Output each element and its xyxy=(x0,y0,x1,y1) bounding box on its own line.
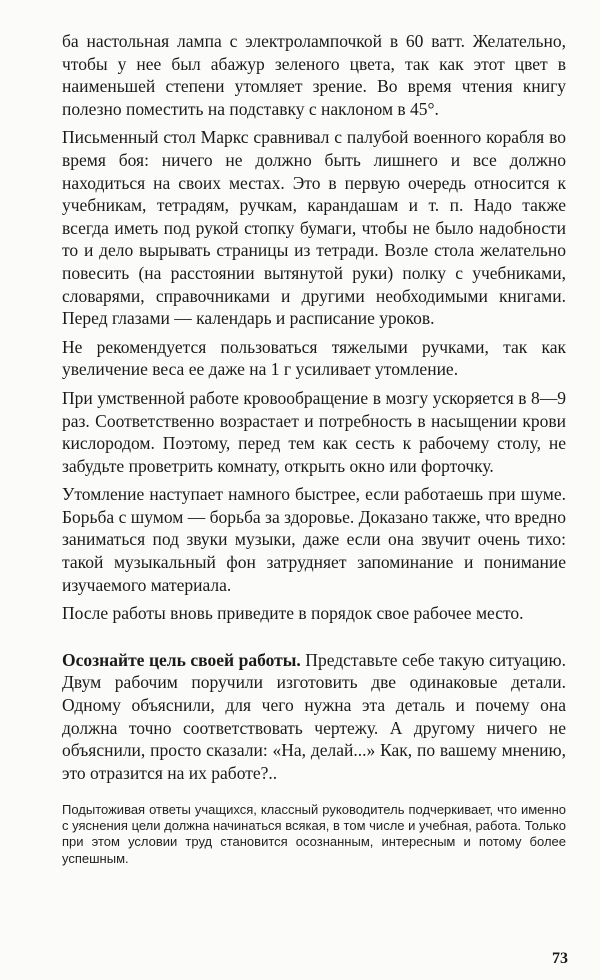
paragraph-pens: Не рекомендуется пользоваться тяжелыми ручками, так как увеличение веса ее даже на 1 г усиливает утомление. xyxy=(62,336,566,380)
section-heading: Осознайте цель своей работы. xyxy=(62,649,301,670)
section-purpose xyxy=(62,649,566,785)
paragraph-lamp: ба настольная лампа с электролампочкой в 60 ватт. Желательно, чтобы у нее был абажур зеленого цвета, так как этот цвет в наименьшей степени утомляет зрение. Во время чтения книгу полезно поместить на подставку с наклоном в 45°. xyxy=(62,31,566,119)
paragraph-circulation: При умственной работе кровообращение в мозгу ускоряется в 8—9 раз. Соответственно возрастает и потребность в насыщении крови кислородом. Поэтому, перед тем как сесть к рабочему столу, не забудьте проветрить комнату, открыть окно или форточку. xyxy=(62,387,566,476)
paragraph-tidy: После работы вновь приведите в порядок свое рабочее место. xyxy=(62,603,524,624)
paragraph-desk: Письменный стол Маркс сравнивал с палубой военного корабля во время боя: ничего не должно быть лишнего и все должно находиться на своих местах. Это в первую очередь относится к учебникам, тетрадям, ручкам, карандашам и т. п. Надо также всегда иметь под рукой стопку бумаги, чтобы не было надобности то и дело вырывать страницы из тетради. Возле стола желательно повесить (на расстоянии вытянутой руки) полку с учебниками, словарями, справочниками и другими необходимыми книгами. Перед глазами — календарь и расписание уроков. xyxy=(62,127,566,329)
footnote: Подытоживая ответы учащихся, классный руководитель подчеркивает, что именно с уяснения цели должна начинаться всякая, в том числе и учебная, работа. Только при этом условии труд становится осознанным, интересным и потому более успешным. xyxy=(62,801,566,866)
section-body: Представьте себе такую ситуацию. Двум рабочим поручили изготовить две одинаковые детали. Одному объяснили, для чего нужна эта деталь и почему она должна точно соответствовать чертежу. А другому ничего не объяснили, просто сказали: «На, делай...» Как, по вашему мнению, это отразится на их работе?.. xyxy=(62,649,566,783)
page-text xyxy=(62,30,566,880)
paragraph-noise: Утомление наступает намного быстрее, если работаешь при шуме. Борьба с шумом — борьба за здоровье. Доказано также, что вредно заниматься под звуки музыки, даже если она звучит очень тихо: такой музыкальный фон затрудняет запоминание и понимание изучаемого материала. xyxy=(62,484,566,595)
page-number: 73 xyxy=(552,950,568,967)
